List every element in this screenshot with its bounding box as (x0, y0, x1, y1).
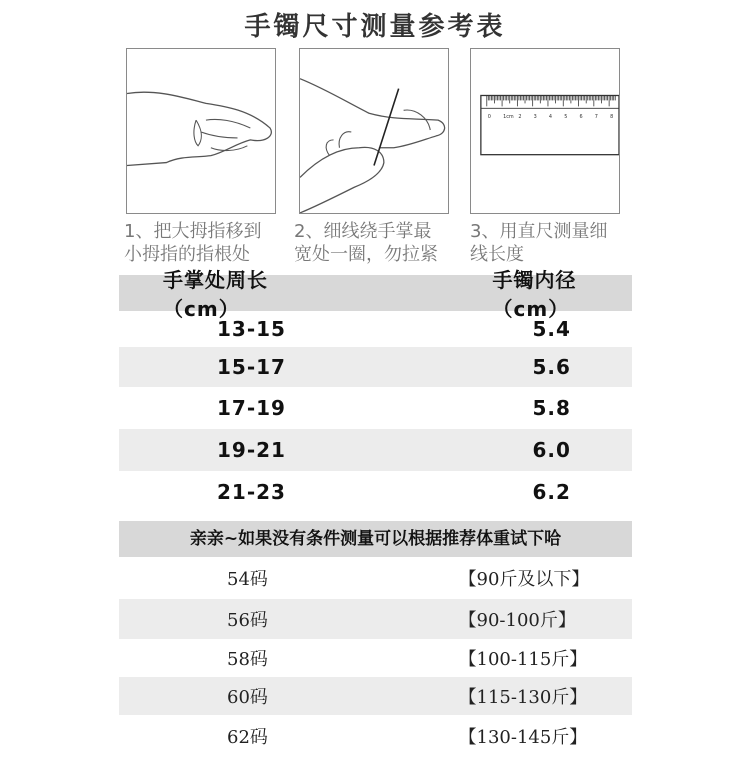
circumference-cell: 15-17 (217, 355, 286, 379)
ruler-label: 6 (579, 114, 583, 121)
weight-cell: 【115-130斤】 (458, 687, 588, 708)
table-row (119, 347, 632, 387)
size-cell: 60码 (227, 687, 268, 708)
ruler-label: 5 (564, 114, 568, 121)
table-row (119, 311, 632, 347)
size-cell: 54码 (227, 569, 268, 590)
ruler-label: 3 (533, 114, 537, 121)
table-row (119, 677, 632, 715)
step2-caption-line1: 2、细线绕手掌最 (294, 221, 432, 242)
step3-illustration (470, 48, 620, 214)
step3-caption-line2: 线长度 (470, 244, 524, 265)
table-row (119, 599, 632, 639)
step2-caption-line2: 宽处一圈，勿拉紧 (294, 244, 438, 265)
diameter-cell: 5.8 (532, 396, 571, 420)
step3-caption-line1: 3、用直尺测量细 (470, 221, 608, 242)
ruler-label: 8 (610, 114, 614, 121)
diameter-cell: 5.4 (532, 317, 571, 341)
table1-header-circumference: 手掌处周长（cm） (163, 268, 268, 321)
step1-caption-line1: 1、把大拇指移到 (124, 221, 262, 242)
step2-illustration (299, 48, 449, 214)
ruler-label: 0 (487, 114, 491, 121)
step1-illustration (126, 48, 276, 214)
step2-caption (294, 220, 454, 266)
weight-cell: 【130-145斤】 (458, 727, 588, 748)
size-cell: 56码 (227, 610, 268, 631)
size-cell: 62码 (227, 727, 268, 748)
table-row (119, 557, 632, 599)
diameter-cell: 6.0 (532, 438, 571, 462)
circumference-cell: 17-19 (217, 396, 286, 420)
diameter-cell: 5.6 (532, 355, 571, 379)
diameter-cell: 6.2 (532, 480, 571, 504)
hand-string-wrap-icon (300, 49, 448, 213)
size-cell: 58码 (227, 649, 268, 670)
ruler-label: 4 (548, 114, 553, 121)
table-row (119, 639, 632, 677)
step1-caption-line2: 小拇指的指根处 (124, 244, 250, 265)
step1-caption (124, 220, 284, 266)
ruler-label: 7 (594, 114, 598, 121)
table-row (119, 471, 632, 513)
circumference-cell: 21-23 (217, 480, 286, 504)
circumference-cell: 13-15 (217, 317, 286, 341)
table-row (119, 429, 632, 471)
weight-cell: 【90斤及以下】 (458, 569, 590, 590)
ruler-label: 2 (518, 114, 522, 121)
hand-thumb-tuck-icon (127, 49, 275, 213)
weight-cell: 【90-100斤】 (458, 610, 576, 631)
table1-header-row (119, 268, 632, 321)
step3-caption (470, 220, 630, 266)
table2-header: 亲亲~如果没有条件测量可以根据推荐体重试下哈 (119, 521, 632, 557)
ruler-icon (471, 49, 619, 213)
weight-cell: 【100-115斤】 (458, 649, 588, 670)
circumference-cell: 19-21 (217, 438, 286, 462)
table-row (119, 715, 632, 757)
page-title: 手镯尺寸测量参考表 (244, 12, 506, 42)
table1-header-inner-diameter: 手镯内径（cm） (492, 268, 577, 321)
table-row (119, 387, 632, 429)
ruler-label: 1cm (503, 114, 514, 121)
